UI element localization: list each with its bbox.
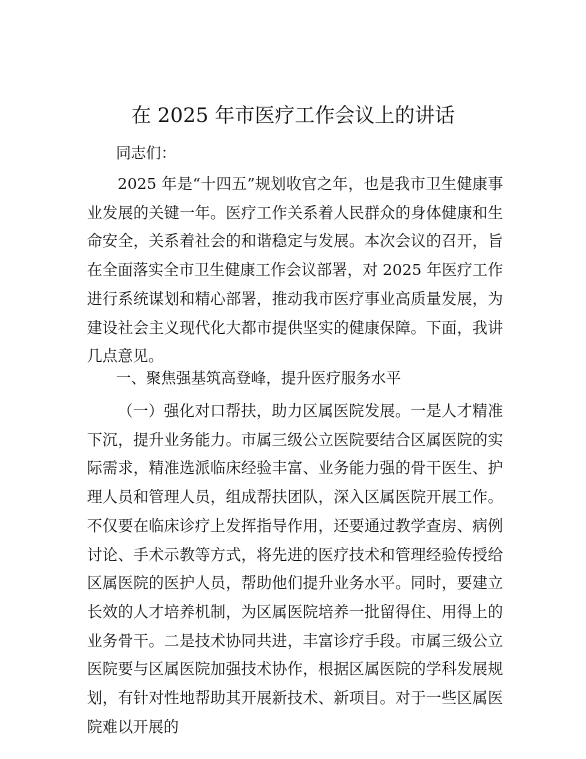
document-title: 在 2025 年市医疗工作会议上的讲话 xyxy=(131,103,455,127)
salutation: 同志们： xyxy=(116,144,177,162)
section-heading: 一、聚焦强基筑高登峰，提升医疗服务水平 xyxy=(116,369,402,387)
paragraph-intro: 2025 年是“十四五”规划收官之年，也是我市卫生健康事业发展的关键一年。医疗工作关系着人民群众的身体健康和生命安全，关系着社会的和谐稳定与发展。本次会议的召开，旨在全面落实全市卫生健康工作会议部署，对 2025 年医疗工作进行系统谋划和精心部署，推动我市医疗事业高质量发展，为建设社会主义现代化大都市提供坚实的健康保障。下面，我讲几点意见。 xyxy=(87,175,503,366)
paragraph-section-one: （一）强化对口帮扶，助力区属医院发展。一是人才精准下沉，提升业务能力。市属三级公立医院要结合区属医院的实际需求，精准选派临床经验丰富、业务能力强的骨干医生、护理人员和管理人员，组成帮扶团队，深入区属医院开展工作。不仅要在临床诊疗上发挥指导作用，还要通过教学查房、病例讨论、手术示教等方式，将先进的医疗技术和管理经验传授给区属医院的医护人员，帮助他们提升业务水平。同时，要建立长效的人才培养机制，为区属医院培养一批留得住、用得上的业务骨干。二是技术协同共进，丰富诊疗手段。市属三级公立医院要与区属医院加强技术协作，根据区属医院的学科发展规划，有针对性地帮助其开展新技术、新项目。对于一些区属医院难以开展的 xyxy=(87,402,503,736)
